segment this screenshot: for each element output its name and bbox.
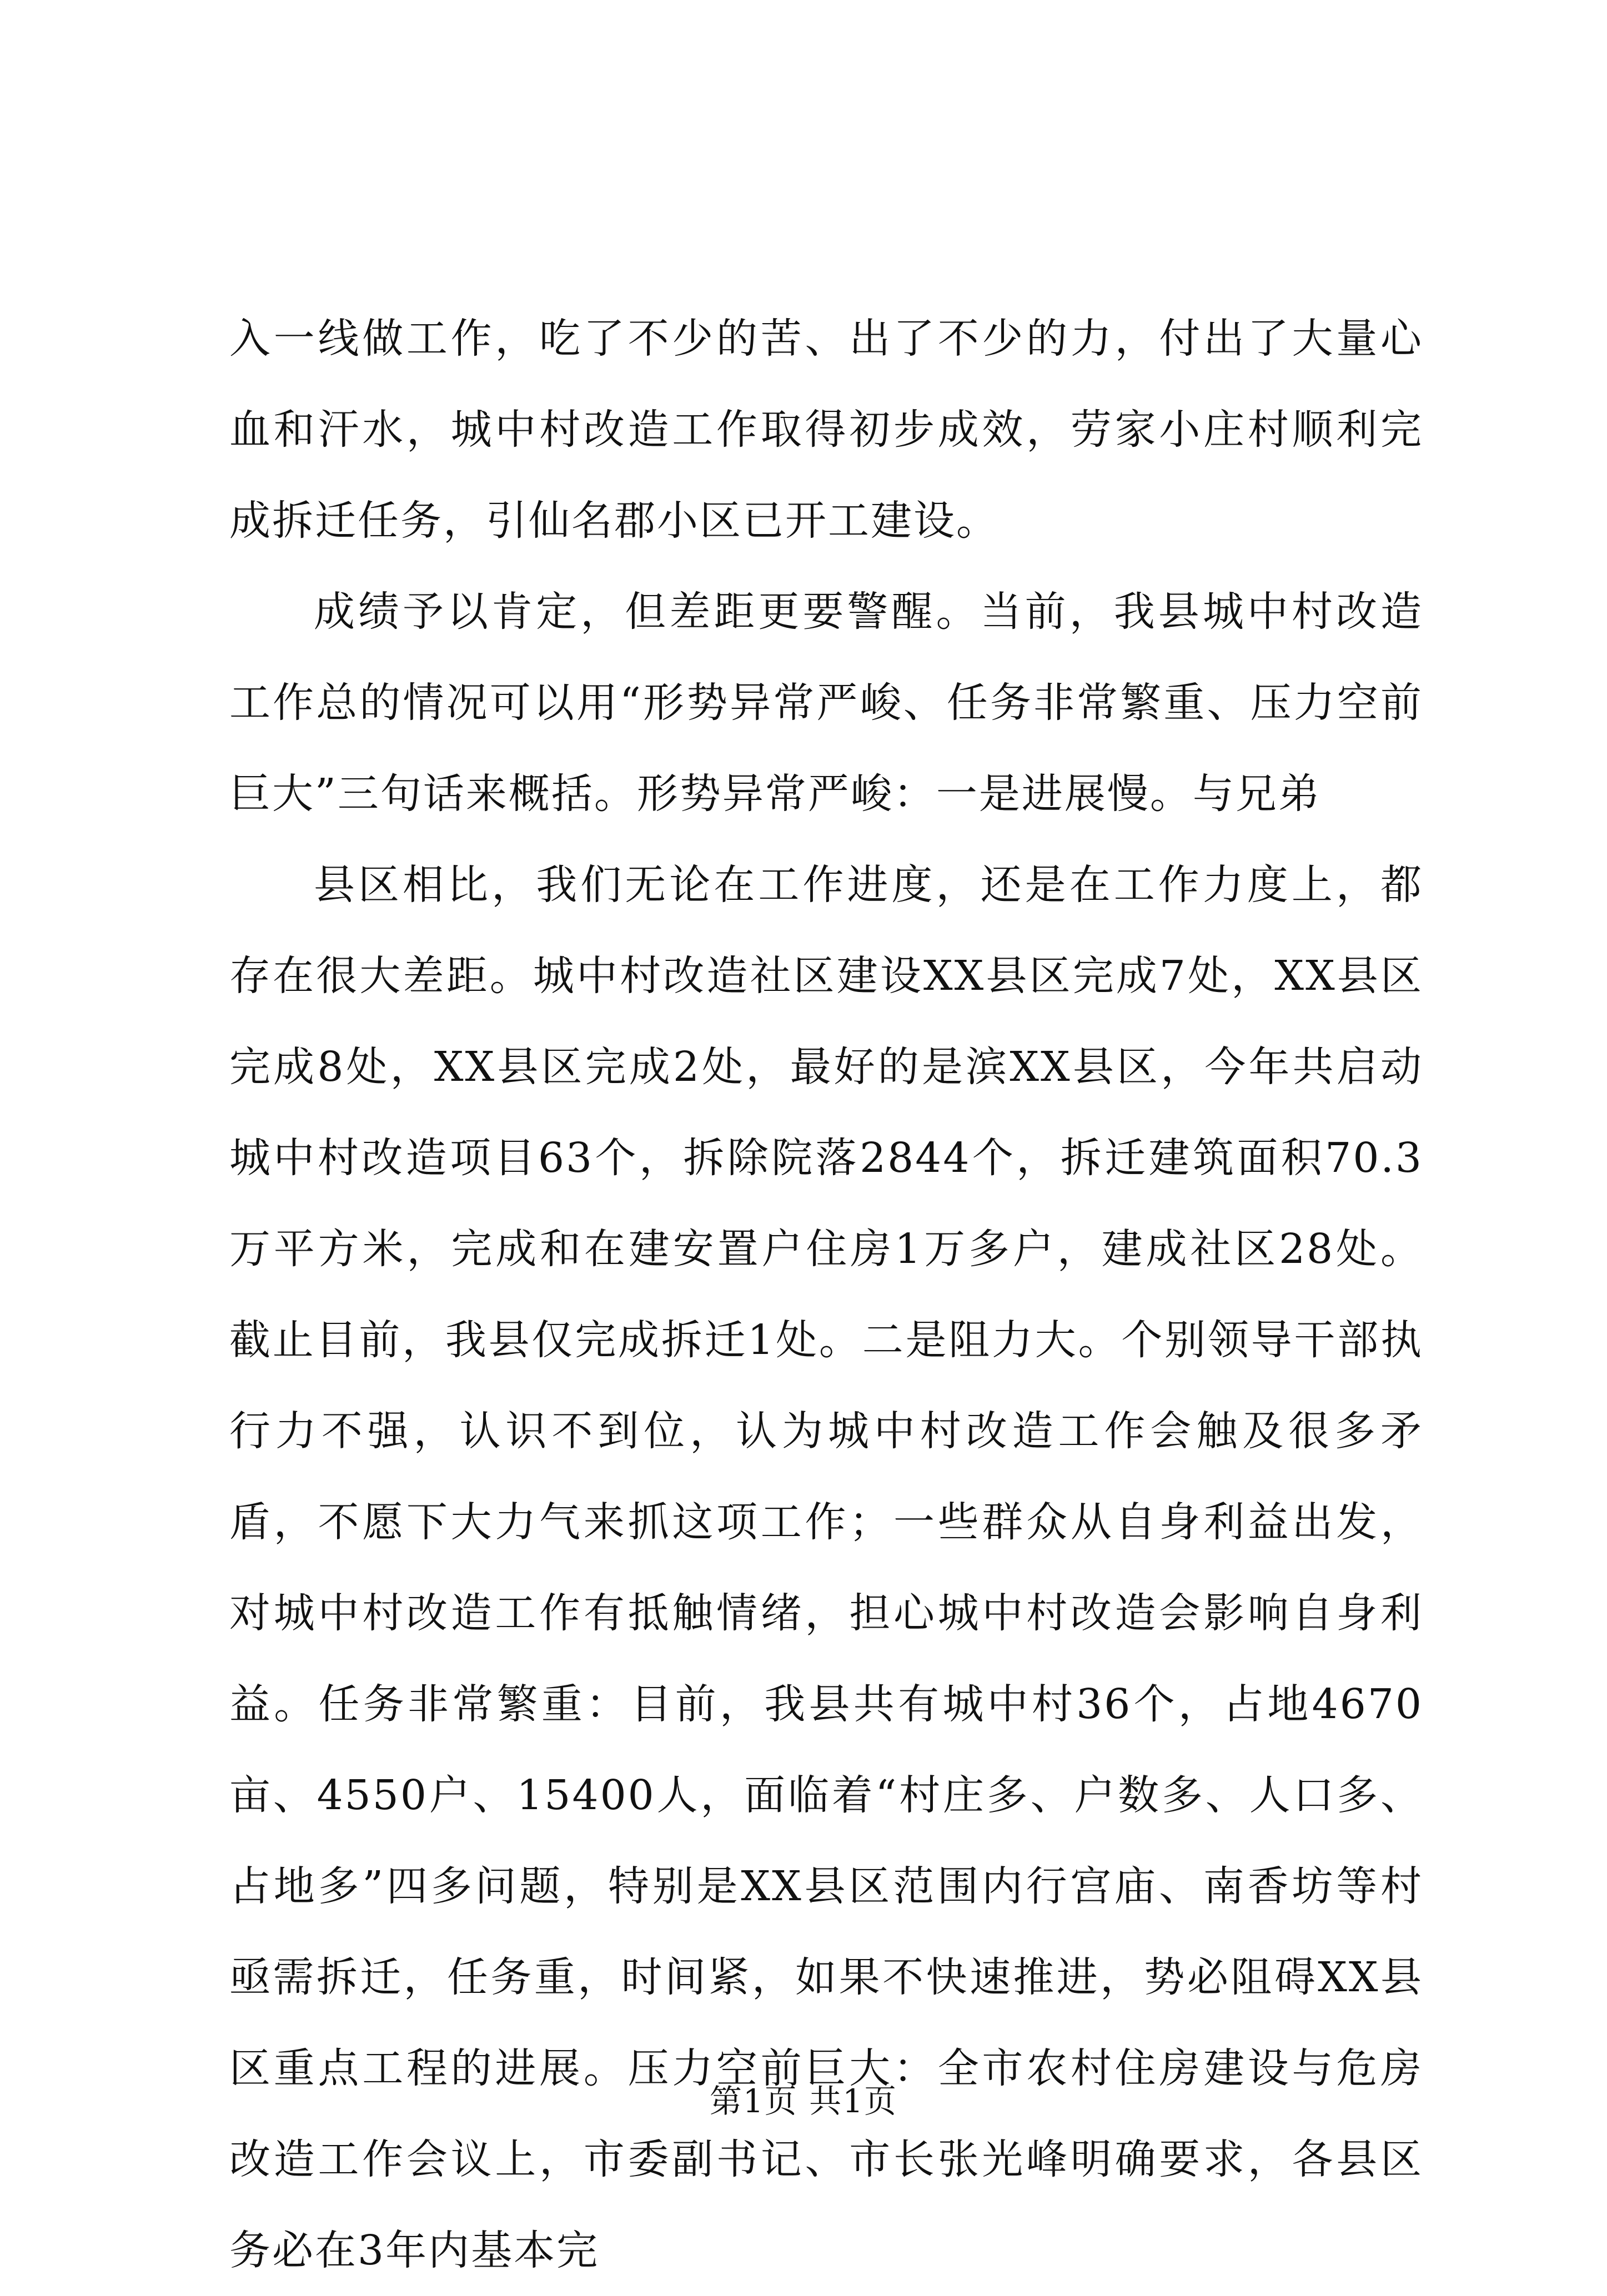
paragraph-2: 成绩予以肯定，但差距更要警醒。当前，我县城中村改造工作总的情况可以用“形势异常严峻、任务非常繁重、压力空前巨大”三句话来概括。形势异常严峻：一是进展慢。与兄弟 xyxy=(229,588,1423,818)
body-text xyxy=(229,293,1423,2296)
paragraph-1: 入一线做工作，吃了不少的苦、出了不少的力，付出了大量心血和汗水，城中村改造工作取得初步成效，劳家小庄村顺利完成拆迁任务，引仙名郡小区已开工建设。 xyxy=(229,315,1423,545)
paragraph-3: 县区相比，我们无论在工作进度，还是在工作力度上，都存在很大差距。城中村改造社区建设XX县区完成7处，XX县区完成8处，XX县区完成2处，最好的是滨XX县区，今年共启动城中村改造项目63个，拆除院落2844个，拆迁建筑面积70.3万平方米，完成和在建安置户住房1万多户，建成社区28处。截止目前，我县仅完成拆迁1处。二是阻力大。个别领导干部执行力不强，认识不到位，认为城中村改造工作会触及很多矛盾，不愿下大力气来抓这项工作；一些群众从自身利益出发，对城中村改造工作有抵触情绪，担心城中村改造会影响自身利益。任务非常繁重：目前，我县共有城中村36个，占地4670亩、4550户、15400人，面临着“村庄多、户数多、人口多、占地多”四多问题，特别是XX县区范围内行宫庙、南香坊等村亟需拆迁，任务重，时间紧，如果不快速推进，势必阻碍XX县区重点工程的进展。压力空前巨大：全市农村住房建设与危房改造工作会议上，市委副书记、市长张光峰明确要求，各县区务必在3年内基本完 xyxy=(229,861,1423,2274)
page-footer: 第1页 共1页 xyxy=(709,2082,898,2120)
